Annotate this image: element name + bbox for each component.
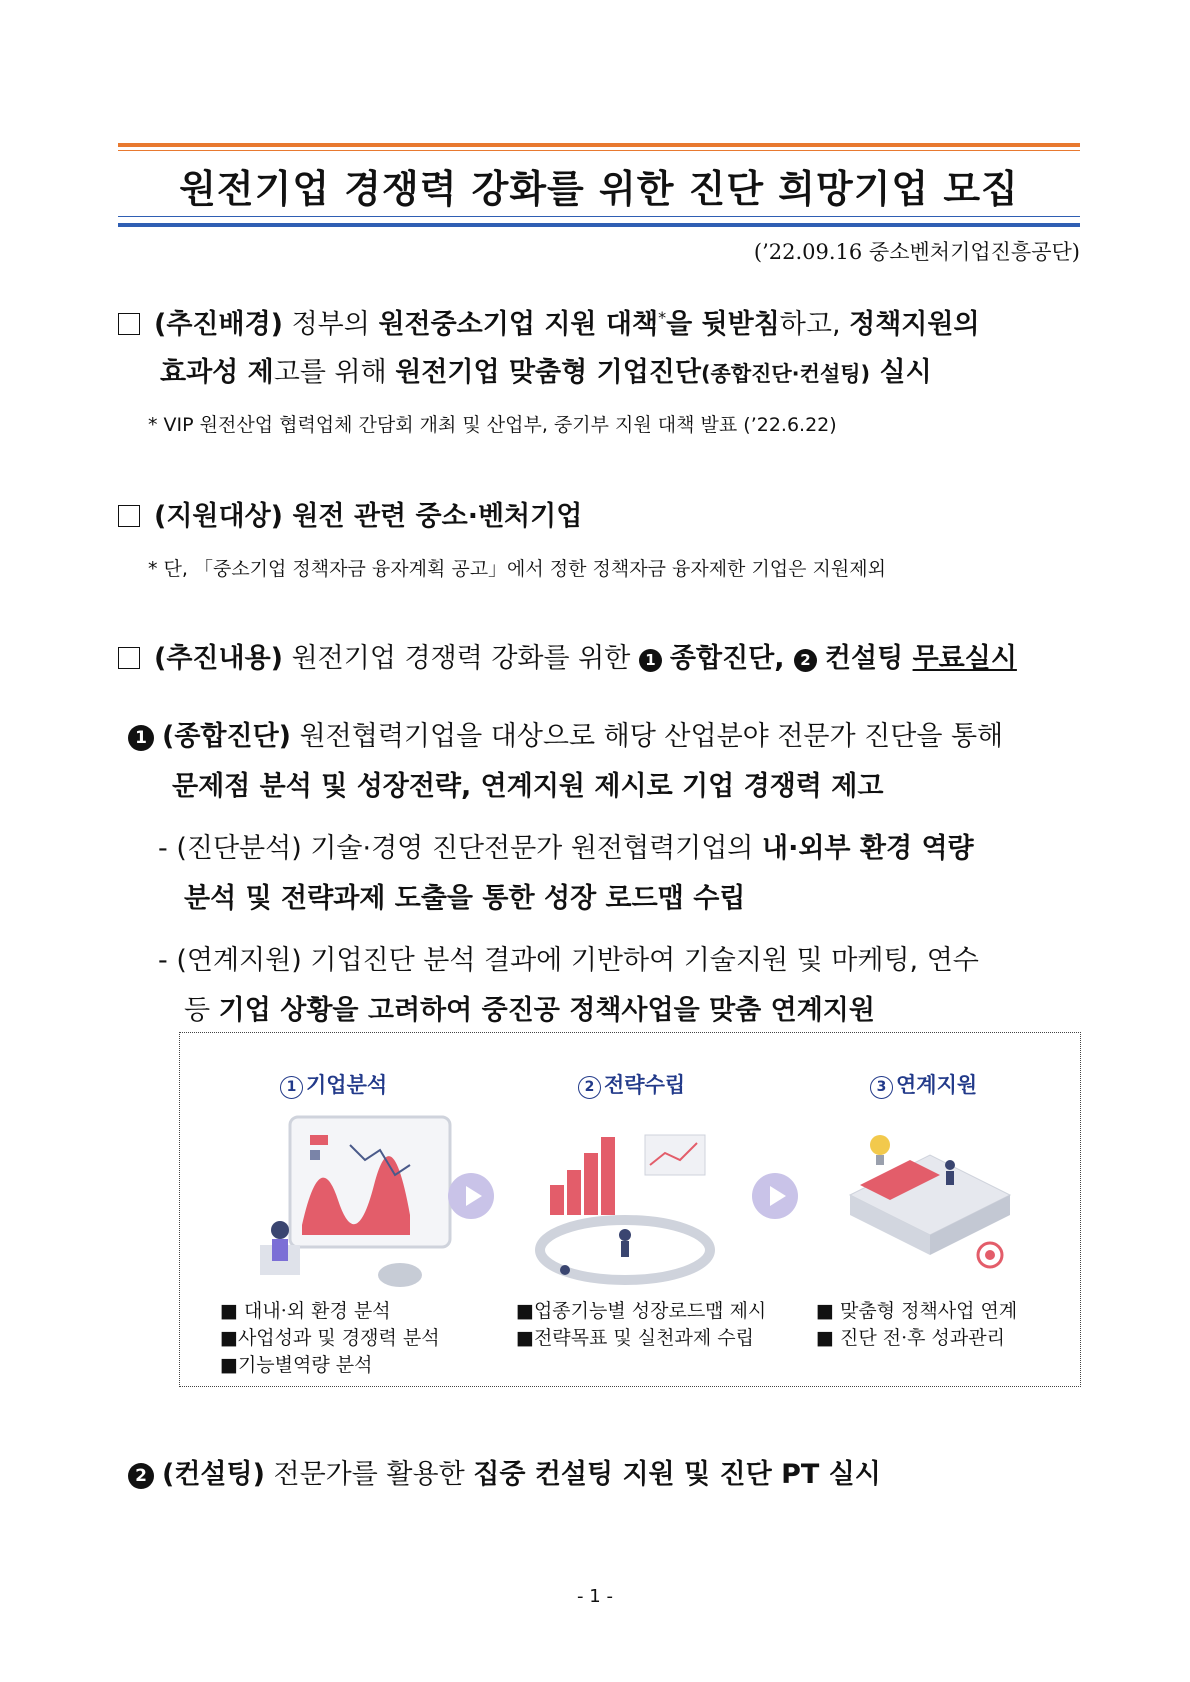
sub-label: (연계지원) <box>176 945 302 976</box>
page-number: - 1 - <box>577 1586 613 1607</box>
text: 고를 위해 <box>273 357 396 388</box>
text: 원전기업 경쟁력 강화를 위한 <box>283 643 639 674</box>
step2-title <box>578 1069 685 1099</box>
step-title-text: 전략수립 <box>604 1073 686 1097</box>
step2-bullets <box>516 1298 766 1352</box>
item2-line <box>128 1452 881 1491</box>
text-bold: 실시 <box>870 357 932 388</box>
text: 기술·경영 진단전문가 원전협력기업의 <box>301 833 762 864</box>
text-bold: 원전기업 맞춤형 기업진단 <box>395 357 701 388</box>
dash: - <box>158 945 168 976</box>
section-target-line <box>118 494 582 533</box>
section-target-note: * 단, 「중소기업 정책자금 융자계획 공고」에서 정한 정책자금 융자제한 기업은 지원제외 <box>148 558 886 580</box>
number-ring-icon: 3 <box>870 1076 893 1099</box>
item1-sub1-line2: 분석 및 전략과제 도출을 통한 성장 로드맵 수립 <box>184 883 746 914</box>
checkbox-square-icon <box>118 505 140 527</box>
sub-label: (진단분석) <box>176 833 302 864</box>
bullet-item: ■ 맞춤형 정책사업 연계 <box>816 1300 1018 1322</box>
bullet-item: ■ 진단 전·후 성과관리 <box>816 1327 1005 1349</box>
section-content-line <box>118 636 1017 675</box>
number-circle-icon: 1 <box>128 725 154 751</box>
step-title-text: 연계지원 <box>896 1073 978 1097</box>
item1-sub2-line1 <box>158 938 979 977</box>
text-bold: 원전중소기업 지원 대책 <box>378 309 659 340</box>
play-arrow-icon <box>448 1173 494 1219</box>
text: 하고, <box>779 309 850 340</box>
item1-sub1-line1 <box>158 826 974 865</box>
strategy-illustration-icon <box>525 1105 725 1295</box>
puzzle-illustration-icon <box>830 1105 1030 1295</box>
footnote-mark: * <box>658 308 667 327</box>
text-bold: 정책지원의 <box>849 309 980 340</box>
section-label: (추진내용) <box>154 643 284 674</box>
text-bold: (종합진단·컨설팅) <box>700 362 871 386</box>
section-background-line1 <box>118 302 980 341</box>
title-bottom-rule <box>118 223 1080 227</box>
number-ring-icon: 2 <box>578 1076 601 1099</box>
bullet-item: ■기능별역량 분석 <box>220 1354 373 1376</box>
text: 등 <box>184 995 219 1026</box>
text-bold: 원전 관련 중소·벤처기업 <box>283 501 583 532</box>
bullet-item: ■전략목표 및 실천과제 수립 <box>516 1327 754 1349</box>
text: 기업진단 분석 결과에 기반하여 기술지원 및 마케팅, 연수 <box>301 945 979 976</box>
checkbox-square-icon <box>118 313 140 335</box>
text-bold-underlined: 무료실시 <box>912 643 1017 674</box>
item1-line1 <box>128 714 1003 753</box>
step3-title <box>870 1069 977 1099</box>
number-ring-icon: 1 <box>280 1076 303 1099</box>
title-top-rule <box>118 143 1080 147</box>
section-label: (지원대상) <box>154 501 284 532</box>
number-circle-icon: 1 <box>639 649 662 672</box>
text-bold: 집중 컨설팅 지원 및 진단 PT 실시 <box>473 1459 881 1490</box>
text: 정부의 <box>283 309 379 340</box>
bullet-item: ■업종기능별 성장로드맵 제시 <box>516 1300 767 1322</box>
step1-bullets <box>220 1298 440 1379</box>
step1-title <box>280 1069 387 1099</box>
analysis-illustration-icon <box>250 1105 480 1295</box>
step3-bullets <box>816 1298 1017 1352</box>
dash: - <box>158 833 168 864</box>
item-label: (컨설팅) <box>162 1459 265 1490</box>
bullet-item: ■ 대내·외 환경 분석 <box>220 1300 391 1322</box>
title-bottom-rule-thin <box>118 216 1080 217</box>
play-arrow-icon <box>752 1173 798 1219</box>
text-bold: 기업 상황을 고려하여 중진공 정책사업을 맞춤 연계지원 <box>218 995 875 1026</box>
process-diagram-box <box>179 1032 1081 1387</box>
section-background-line2 <box>160 350 932 389</box>
item-label: (종합진단) <box>162 721 292 752</box>
item1-line2: 문제점 분석 및 성장전략, 연계지원 제시로 기업 경쟁력 제고 <box>172 771 884 802</box>
text-bold: 내·외부 환경 역량 <box>761 833 974 864</box>
text-bold: 을 뒷받침 <box>666 309 780 340</box>
section-background-note: * VIP 원전산업 협력업체 간담회 개최 및 산업부, 중기부 지원 대책 발표 (’22.6.22) <box>148 414 837 436</box>
text-bold: 종합진단, <box>669 643 794 674</box>
item1-sub2-line2 <box>184 988 875 1027</box>
issue-date: (’22.09.16 중소벤처기업진흥공단) <box>753 240 1080 264</box>
step-title-text: 기업분석 <box>306 1073 388 1097</box>
text-bold: 컨설팅 <box>824 643 913 674</box>
bullet-item: ■사업성과 및 경쟁력 분석 <box>220 1327 440 1349</box>
number-circle-icon: 2 <box>128 1463 154 1489</box>
number-circle-icon: 2 <box>794 649 817 672</box>
page-title: 원전기업 경쟁력 강화를 위한 진단 희망기업 모집 <box>179 167 1019 211</box>
text-bold: 효과성 제 <box>160 357 274 388</box>
section-label: (추진배경) <box>154 309 284 340</box>
title-top-rule-thin <box>118 150 1080 151</box>
checkbox-square-icon <box>118 647 140 669</box>
text: 원전협력기업을 대상으로 해당 산업분야 전문가 진단을 통해 <box>291 721 1004 752</box>
text: 전문가를 활용한 <box>264 1459 474 1490</box>
